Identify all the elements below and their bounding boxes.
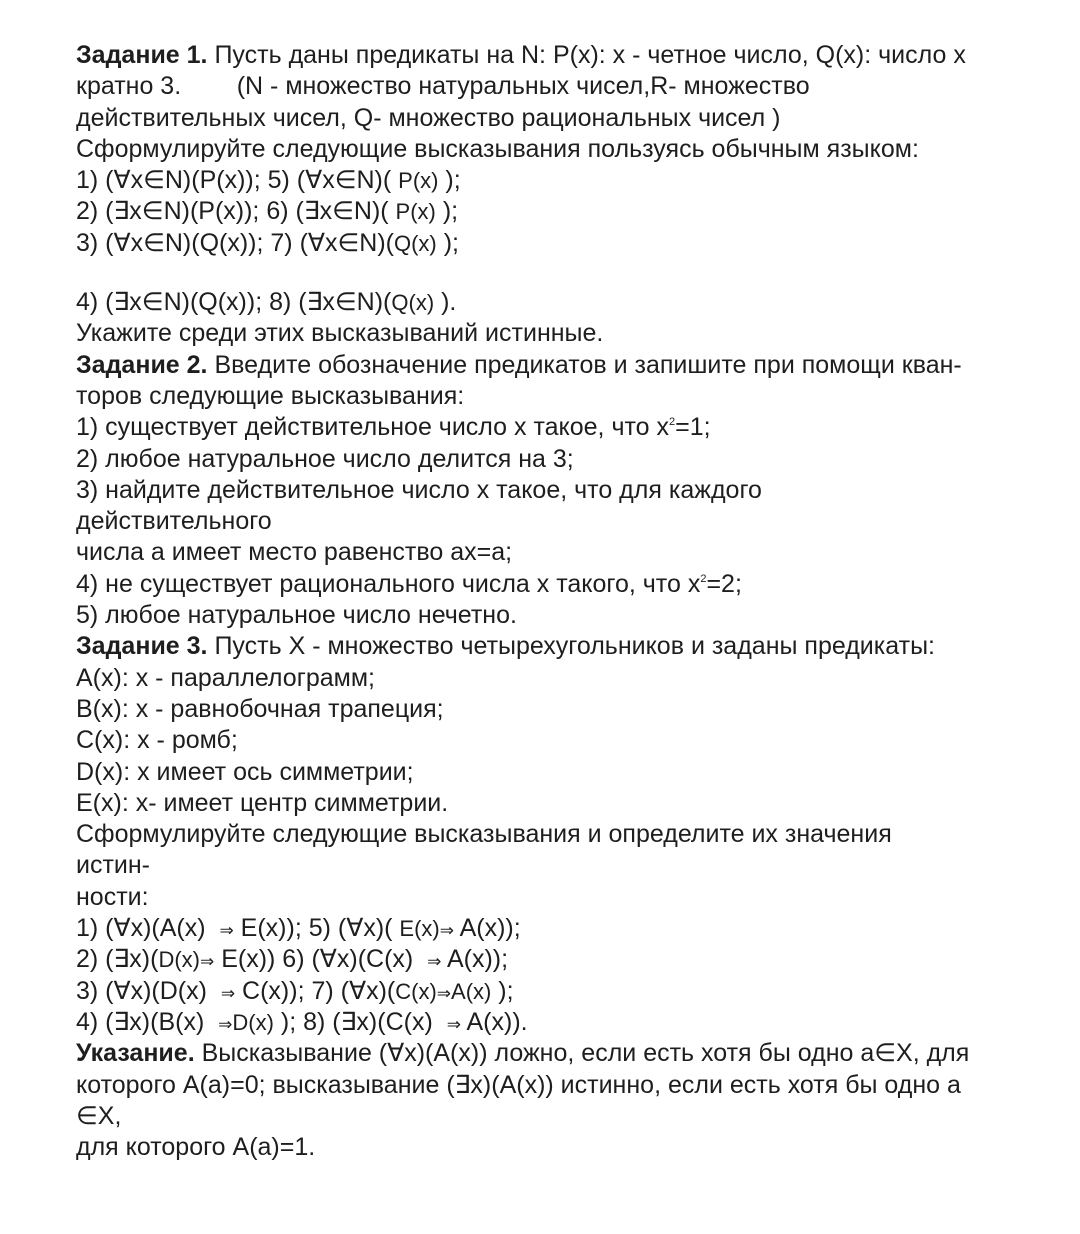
implies-symbol: ⇒ [200, 952, 215, 972]
formula-negated-predicate: P(x) [398, 168, 439, 194]
task1-text: кратно 3. (N - множество натуральных чисел,R- множество [76, 72, 810, 101]
task1-text: Сформулируйте следующие высказывания пользуясь обычным языком: [76, 134, 919, 163]
implies-symbol: ⇒ [439, 921, 454, 941]
task2-heading-line [76, 350, 1066, 381]
formula-negated-predicate: A(x) [451, 978, 492, 1004]
task2-text: торов следующие высказывания: [76, 381, 465, 410]
task3-text: Пусть X - множество четырехугольников и заданы предикаты: [207, 632, 935, 661]
hint-title: Указание. [76, 1039, 195, 1068]
hint-text: ∈X, [76, 1101, 122, 1130]
task3-formula [76, 1007, 1066, 1038]
task2-text: Введите обозначение предикатов и запишите при помощи кван- [207, 350, 962, 379]
blank-gap [76, 259, 1066, 287]
predicate-definition: E(x): x- имеет центр симметрии. [76, 788, 449, 817]
superscript: 2 [669, 416, 676, 429]
task3-text: истин- [76, 851, 151, 880]
task3-title: Задание 3. [76, 632, 208, 661]
hint-heading-line [76, 1038, 1066, 1069]
formula-negated-predicate: D(x) [232, 1009, 274, 1035]
task2-item [76, 569, 1066, 600]
formula-negated-predicate: P(x) [395, 199, 436, 225]
formula-part: A(x)). [460, 1007, 528, 1036]
formula-part: ). [434, 288, 457, 317]
task2-item: 2) любое натуральное число делится на 3; [76, 444, 574, 473]
task1-formula [76, 165, 1066, 196]
formula-part: 3) (∀x∈N)(Q(x)); 7) (∀x∈N)( [76, 228, 394, 257]
implies-symbol: ⇒ [219, 921, 234, 941]
hint-text: которого A(a)=0; высказывание (∃x)(A(x)) истинно, если есть хотя бы одно a [76, 1070, 961, 1099]
document-page [76, 40, 1066, 1163]
formula-part: 2) (∃x∈N)(P(x)); 6) (∃x∈N)( [76, 197, 396, 226]
formula-part: ); 8) (∃x)(C(x) [273, 1007, 447, 1036]
formula-negated-predicate: E(x) [399, 916, 440, 942]
formula-part: E(x)) 6) (∀x)(C(x) [214, 945, 428, 974]
hint-text: для которого A(a)=1. [76, 1133, 316, 1162]
task2-item: действительного [76, 507, 272, 536]
task2-item: 5) любое натуральное число нечетно. [76, 601, 517, 630]
predicate-definition: B(x): x - равнобочная трапеция; [76, 694, 444, 723]
formula-part: A(x)); [454, 914, 521, 943]
task3-formula [76, 976, 1066, 1007]
implies-symbol: ⇒ [436, 983, 452, 1003]
implies-symbol: ⇒ [218, 1014, 233, 1034]
task1-text: действительных чисел, Q- множество рациональных чисел ) [76, 103, 781, 132]
implies-symbol: ⇒ [427, 952, 442, 972]
task1-text: Пусть даны предикаты на N: P(x): x - четное число, Q(x): число x [207, 41, 966, 69]
formula-negated-predicate: Q(x) [391, 290, 435, 316]
formula-part: 3) (∀x)(D(x) [76, 976, 221, 1005]
formula-part: ); [435, 197, 459, 226]
task3-formula [76, 944, 1066, 975]
formula-negated-predicate: D(x) [158, 947, 200, 973]
formula-negated-predicate: Q(x) [393, 230, 437, 256]
formula-part: 4) (∃x)(B(x) [76, 1007, 219, 1036]
task3-heading-line [76, 631, 1066, 662]
item-text: 4) не существует рационального числа x такого, что x [76, 569, 701, 598]
formula-part: 1) (∀x)(A(x) [76, 914, 220, 943]
task1-heading-line [76, 40, 1066, 71]
formula-part: 2) (∃x)( [76, 945, 159, 974]
formula-part: C(x)); 7) (∀x)( [235, 976, 396, 1005]
predicate-definition: C(x): x - ромб; [76, 726, 238, 755]
formula-part: ); [436, 228, 459, 257]
task1-formula [76, 196, 1066, 227]
task2-item: числа a имеет место равенство ax=a; [76, 538, 513, 567]
task2-title: Задание 2. [76, 350, 208, 379]
predicate-definition: A(x): x - параллелограмм; [76, 663, 375, 692]
task2-item [76, 412, 1066, 443]
task2-item: 3) найдите действительное число x такое, что для каждого [76, 475, 762, 504]
task1-formula [76, 287, 1066, 318]
formula-part: 1) (∀x∈N)(P(x)); 5) (∀x∈N)( [76, 166, 399, 195]
hint-text: Высказывание (∀x)(A(x)) ложно, если есть хотя бы одно a∈X, для [194, 1039, 970, 1068]
task1-title: Задание 1. [76, 41, 208, 69]
item-text: =1; [675, 413, 711, 442]
task3-text: Сформулируйте следующие высказывания и определите их значения [76, 820, 892, 849]
formula-part: A(x)); [441, 945, 509, 974]
task1-conclusion: Укажите среди этих высказываний истинные. [76, 319, 604, 348]
formula-part: 4) (∃x∈N)(Q(x)); 8) (∃x∈N)( [76, 288, 392, 317]
superscript: 2 [700, 572, 707, 585]
task3-text: ности: [76, 882, 149, 911]
predicate-definition: D(x): x имеет ось симметрии; [76, 757, 414, 786]
formula-part: E(x)); 5) (∀x)( [233, 914, 400, 943]
task3-formula [76, 913, 1066, 944]
formula-negated-predicate: C(x) [395, 978, 437, 1004]
item-text: =2; [706, 569, 742, 598]
task1-formula [76, 228, 1066, 259]
implies-symbol: ⇒ [220, 983, 236, 1003]
item-text: 1) существует действительное число x такое, что x [76, 413, 669, 442]
formula-part: ); [438, 166, 461, 195]
formula-part: ); [491, 976, 514, 1005]
implies-symbol: ⇒ [446, 1014, 461, 1034]
